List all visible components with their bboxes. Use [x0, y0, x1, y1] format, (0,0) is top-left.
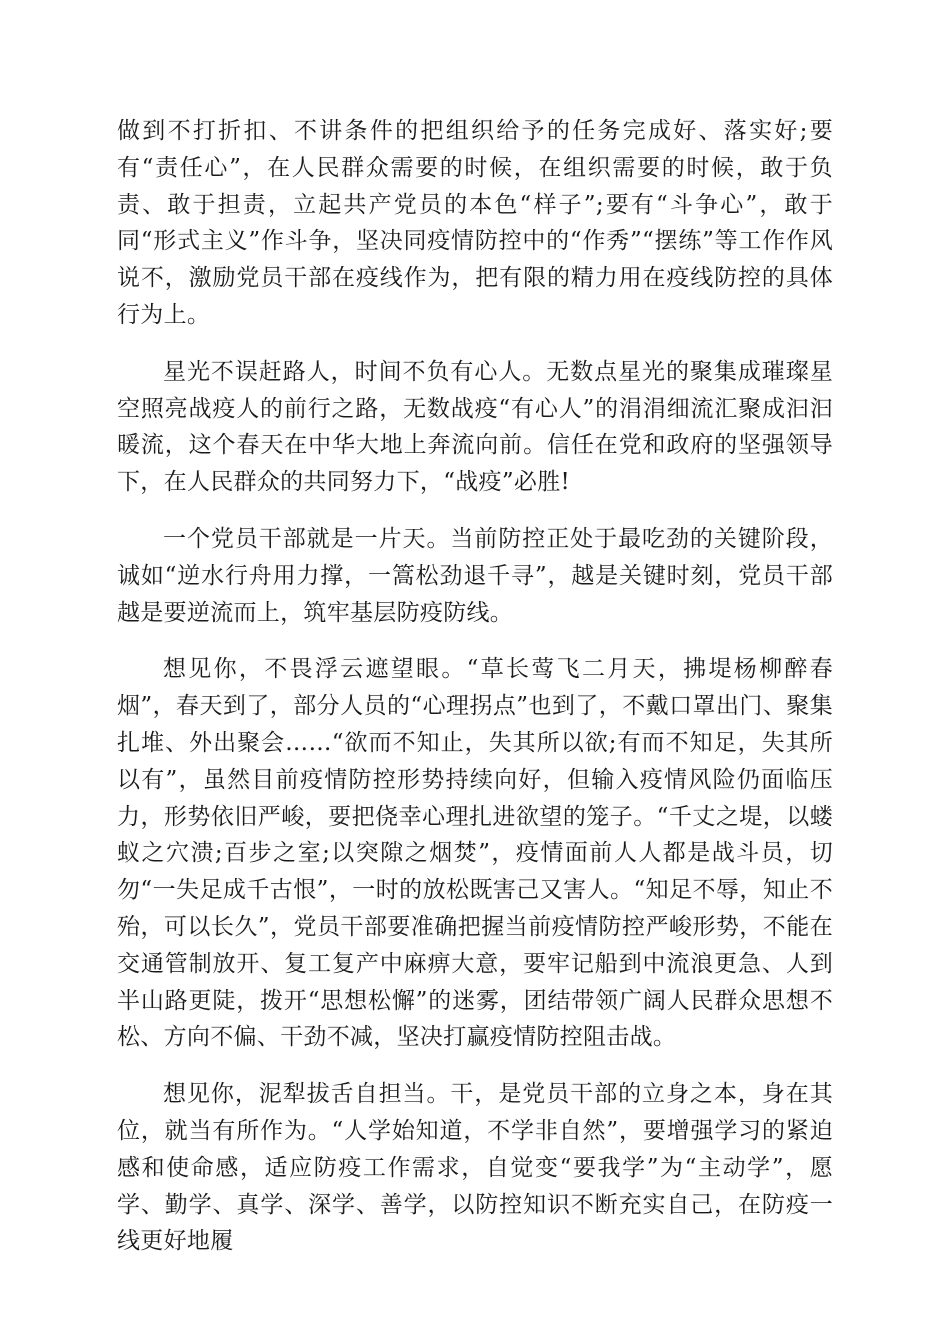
paragraph-1: 做到不打折扣、不讲条件的把组织给予的任务完成好、落实好;要有“责任心”，在人民群众需要的时候，在组织需要的时候，敢于负责、敢于担责，立起共产党员的本色“样子”;要有“斗争心”，敢于同“形式主义”作斗争，坚决同疫情防控中的“作秀”“摆练”等工作作风说不，激励党员干部在疫线作为，把有限的精力用在疫线防控的具体行为上。	[117, 118, 833, 328]
paragraph-5: 想见你，泥犁拔舌自担当。干，是党员干部的立身之本，身在其位，就当有所作为。“人学始知道，不学非自然”，要增强学习的紧迫感和使命感，适应防疫工作需求，自觉变“要我学”为“主动学”，愿学、勤学、真学、深学、善学，以防控知识不断充实自己，在防疫一线更好地履	[117, 1081, 833, 1255]
paragraph-2: 星光不误赶路人，时间不负有心人。无数点星光的聚集成璀璨星空照亮战疫人的前行之路，无数战疫“有心人”的涓涓细流汇聚成汩汩暖流，这个春天在中华大地上奔流向前。信任在党和政府的坚强领导下，在人民群众的共同努力下，“战疫”必胜!	[117, 358, 833, 496]
document-page	[117, 113, 833, 1280]
paragraph-3: 一个党员干部就是一片天。当前防控正处于最吃劲的关键阶段，诚如“逆水行舟用力撑，一篙松劲退千寻”，越是关键时刻，党员干部越是要逆流而上，筑牢基层防疫防线。	[117, 525, 833, 626]
paragraph-4: 想见你，不畏浮云遮望眼。“草长莺飞二月天，拂堤杨柳醉春烟”，春天到了，部分人员的“心理拐点”也到了，不戴口罩出门、聚集扎堆、外出聚会……“欲而不知止，失其所以欲;有而不知足，失其所以有”，虽然目前疫情防控形势持续向好，但输入疫情风险仍面临压力，形势依旧严峻，要把侥幸心理扎进欲望的笼子。“千丈之堤，以蝼蚁之穴溃;百步之室;以突隙之烟焚”，疫情面前人人都是战斗员，切勿“一失足成千古恨”，一时的放松既害己又害人。“知足不辱，知止不殆，可以长久”，党员干部要准确把握当前疫情防控严峻形势，不能在交通管制放开、复工复产中麻痹大意，要牢记船到中流浪更急、人到半山路更陡，拨开“思想松懈”的迷雾，团结带领广阔人民群众思想不松、方向不偏、干劲不减，坚决打赢疫情防控阻击战。	[117, 656, 833, 1051]
